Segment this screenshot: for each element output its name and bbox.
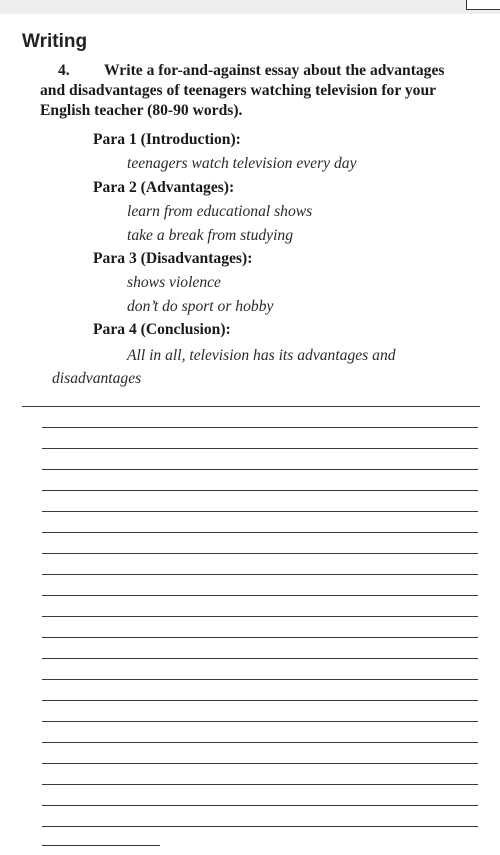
- answer-line[interactable]: [42, 679, 478, 680]
- answer-line[interactable]: [22, 406, 480, 407]
- top-page-edge: [0, 0, 500, 14]
- answer-line[interactable]: [42, 574, 478, 575]
- answer-line[interactable]: [42, 511, 478, 512]
- answer-line[interactable]: [42, 553, 478, 554]
- task-text: Write a for-and-against essay about the advantages and disadvantages of teenagers watching television for your English teacher (80-90 words).: [40, 62, 445, 119]
- answer-line[interactable]: [42, 490, 478, 491]
- section-heading: Writing: [22, 31, 88, 52]
- para-3-point-1: shows violence: [127, 274, 221, 291]
- answer-line[interactable]: [42, 469, 478, 470]
- answer-line-short[interactable]: [42, 845, 160, 846]
- answer-line[interactable]: [42, 532, 478, 533]
- para-2-point-2: take a break from studying: [127, 227, 294, 244]
- answer-line[interactable]: [42, 700, 478, 701]
- answer-line[interactable]: [42, 658, 478, 659]
- answer-line[interactable]: [42, 721, 478, 722]
- answer-line[interactable]: [42, 826, 478, 827]
- answer-line[interactable]: [42, 805, 478, 806]
- para-2-point-1: learn from educational shows: [127, 203, 313, 220]
- task-instruction: [40, 61, 460, 121]
- answer-line[interactable]: [42, 763, 478, 764]
- task-number: 4.: [58, 62, 70, 79]
- para-3-label: Para 3 (Disadvantages):: [93, 250, 253, 267]
- para-1-point-1: teenagers watch television every day: [127, 155, 357, 172]
- answer-line[interactable]: [42, 616, 478, 617]
- para-4-point-1: All in all, television has its advantages and disadvantages: [52, 347, 396, 387]
- answer-line[interactable]: [42, 784, 478, 785]
- para-4-label: Para 4 (Conclusion):: [93, 321, 231, 338]
- answer-line[interactable]: [42, 448, 478, 449]
- corner-box: [466, 0, 500, 10]
- answer-line[interactable]: [42, 742, 478, 743]
- para-1-label: Para 1 (Introduction):: [93, 131, 241, 148]
- answer-line[interactable]: [42, 427, 478, 428]
- para-3-point-2: don’t do sport or hobby: [127, 298, 274, 315]
- answer-line[interactable]: [42, 595, 478, 596]
- answer-line[interactable]: [42, 637, 478, 638]
- para-2-label: Para 2 (Advantages):: [93, 179, 235, 196]
